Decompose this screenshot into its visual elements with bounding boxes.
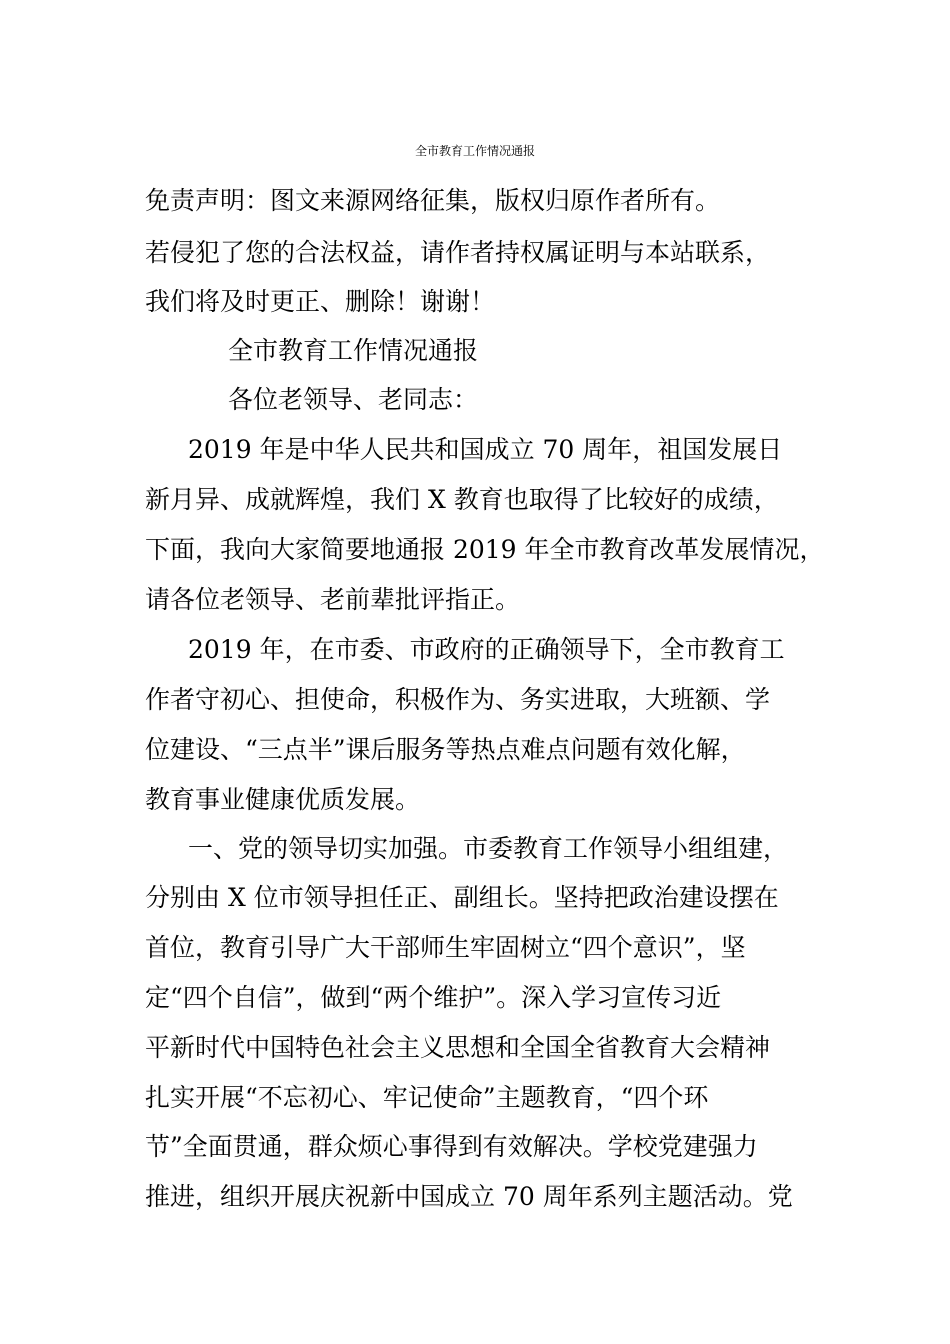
paragraph1-line-2: 新月异、成就辉煌，我们 X 教育也取得了比较好的成绩， (145, 485, 779, 514)
paragraph2-line-2: 作者守初心、担使命，积极作为、务实进取，大班额、学 (145, 685, 771, 714)
paragraph3-line-1: 一、党的领导切实加强。市委教育工作领导小组组建， (188, 834, 789, 863)
paragraph3-line-4: 定“四个自信”，做到“两个维护”。深入学习宣传习近 (145, 983, 722, 1012)
paragraph3-line-6: 扎实开展“不忘初心、牢记使命”主题教育，“四个环 (145, 1083, 709, 1112)
paragraph2-line-4: 教育事业健康优质发展。 (145, 785, 421, 814)
disclaimer-line-3: 我们将及时更正、删除！谢谢！ (145, 287, 496, 316)
disclaimer-line-2: 若侵犯了您的合法权益，请作者持权属证明与本站联系， (145, 238, 771, 267)
paragraph3-line-3: 首位，教育引导广大干部师生牢固树立“四个意识”，坚 (145, 933, 746, 962)
paragraph3-line-8: 推进，组织开展庆祝新中国成立 70 周年系列主题活动。党 (145, 1182, 793, 1211)
paragraph1-line-3: 下面，我向大家简要地通报 2019 年全市教育改革发展情况， (145, 535, 825, 564)
document-heading: 全市教育工作情况通报 (228, 336, 479, 365)
paragraph2-line-3: 位建设、“三点半”课后服务等热点难点问题有效化解， (145, 735, 746, 764)
document-title: 全市教育工作情况通报 (414, 144, 535, 158)
greeting: 各位老领导、老同志： (228, 385, 479, 414)
paragraph1-line-1: 2019 年是中华人民共和国成立 70 周年，祖国发展日 (188, 435, 783, 464)
paragraph2-line-1: 2019 年，在市委、市政府的正确领导下，全市教育工 (188, 635, 785, 664)
paragraph3-line-7: 节”全面贯通，群众烦心事得到有效解决。学校党建强力 (145, 1132, 758, 1161)
paragraph3-line-2: 分别由 X 位市领导担任正、副组长。坚持把政治建设摆在 (145, 883, 779, 912)
paragraph1-line-4: 请各位老领导、老前辈批评指正。 (145, 585, 521, 614)
paragraph3-line-5: 平新时代中国特色社会主义思想和全国全省教育大会精神 (145, 1033, 771, 1062)
disclaimer-line-1: 免责声明：图文来源网络征集，版权归原作者所有。 (145, 186, 721, 215)
